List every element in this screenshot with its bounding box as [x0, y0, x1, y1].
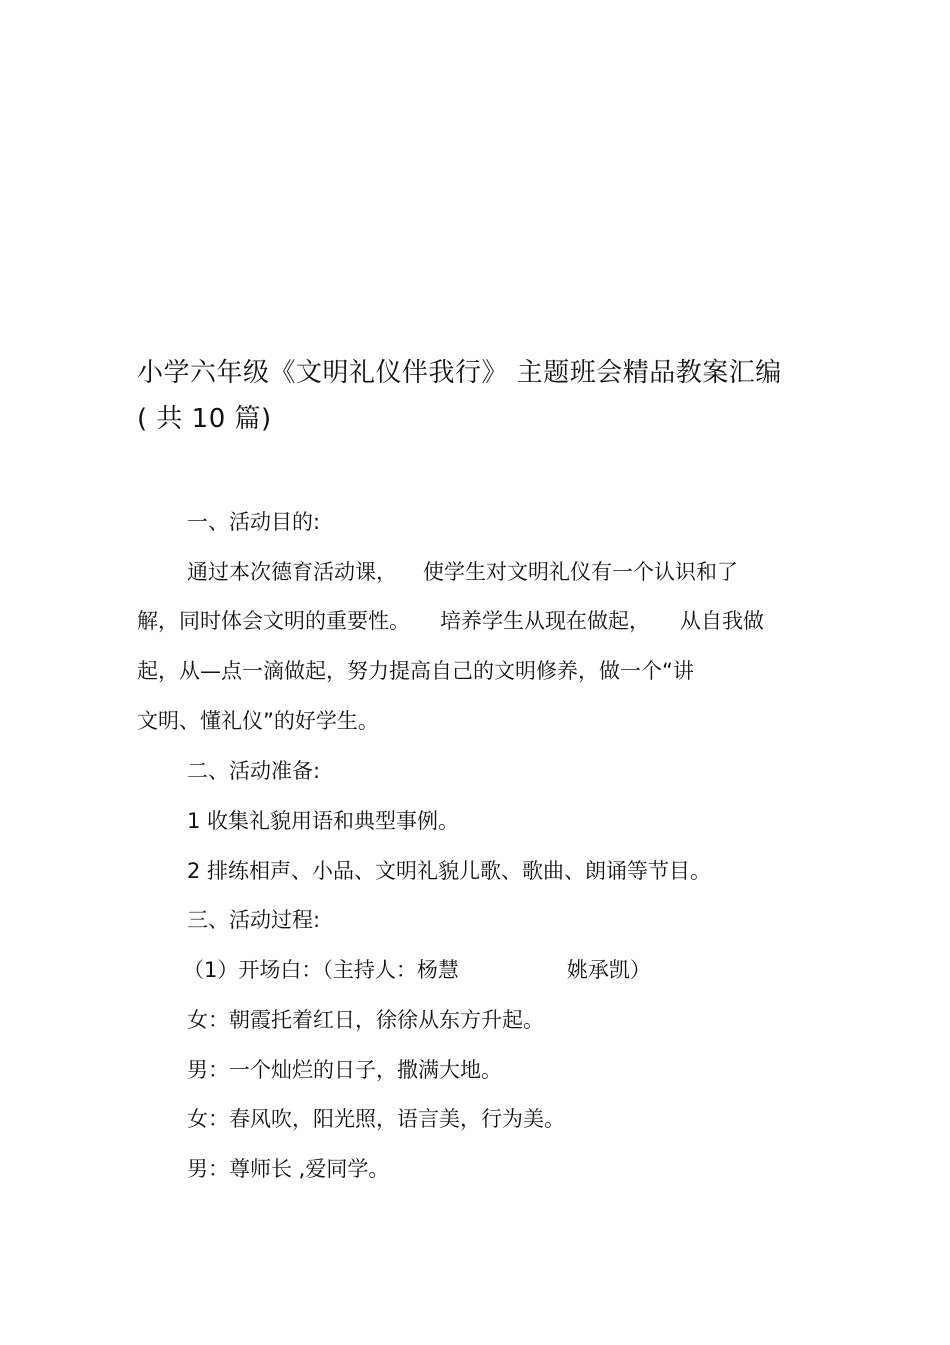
opening-line: [183, 955, 651, 985]
dialog-line-2: 男：一个灿烂的日子，撒满大地。: [187, 1058, 502, 1082]
paragraph-1-line-1-part-a: 通过本次德育活动课，: [187, 560, 397, 584]
paragraph-1-line-1-part-b: 使学生对文明礼仪有一个认识和了: [423, 560, 738, 584]
dialog-line-3: 女：春风吹，阳光照，语言美，行为美。: [187, 1107, 565, 1131]
prep-item-2: 2 排练相声、小品、文明礼貌儿歌、歌曲、朗诵等节目。: [187, 859, 712, 883]
opening-line-part-b: 姚承凯）: [566, 958, 651, 982]
document-title: [137, 350, 837, 442]
section-1-heading: 一、活动目的:: [187, 510, 321, 534]
paragraph-1-line-2: [137, 606, 764, 636]
paragraph-1-line-3: 起，从—点一滴做起，努力提高自己的文明修养，做一个“讲: [137, 659, 694, 683]
paragraph-1-line-1: [187, 557, 738, 587]
paragraph-1-line-4: 文明、懂礼仪”的好学生。: [137, 709, 379, 733]
paragraph-1-line-2-part-b: 培养学生从现在做起，: [440, 609, 650, 633]
paragraph-1-line-2-part-c: 从自我做: [680, 609, 764, 633]
prep-item-1: 1 收集礼貌用语和典型事例。: [187, 809, 460, 833]
paragraph-1-line-2-part-a: 解，同时体会文明的重要性。: [137, 609, 410, 633]
section-3-heading: 三、活动过程:: [187, 908, 321, 932]
dialog-line-4: 男：尊师长 ,爱同学。: [187, 1157, 390, 1181]
section-2-heading: 二、活动准备:: [187, 759, 321, 783]
opening-line-part-a: （1）开场白：（主持人：杨慧: [183, 958, 459, 982]
dialog-line-1: 女：朝霞托着红日，徐徐从东方升起。: [187, 1008, 544, 1032]
title-line-2: ( 共 10 篇): [137, 404, 272, 434]
title-line-1: 小学六年级《文明礼仪伴我行》 主题班会精品教案汇编: [137, 358, 782, 388]
